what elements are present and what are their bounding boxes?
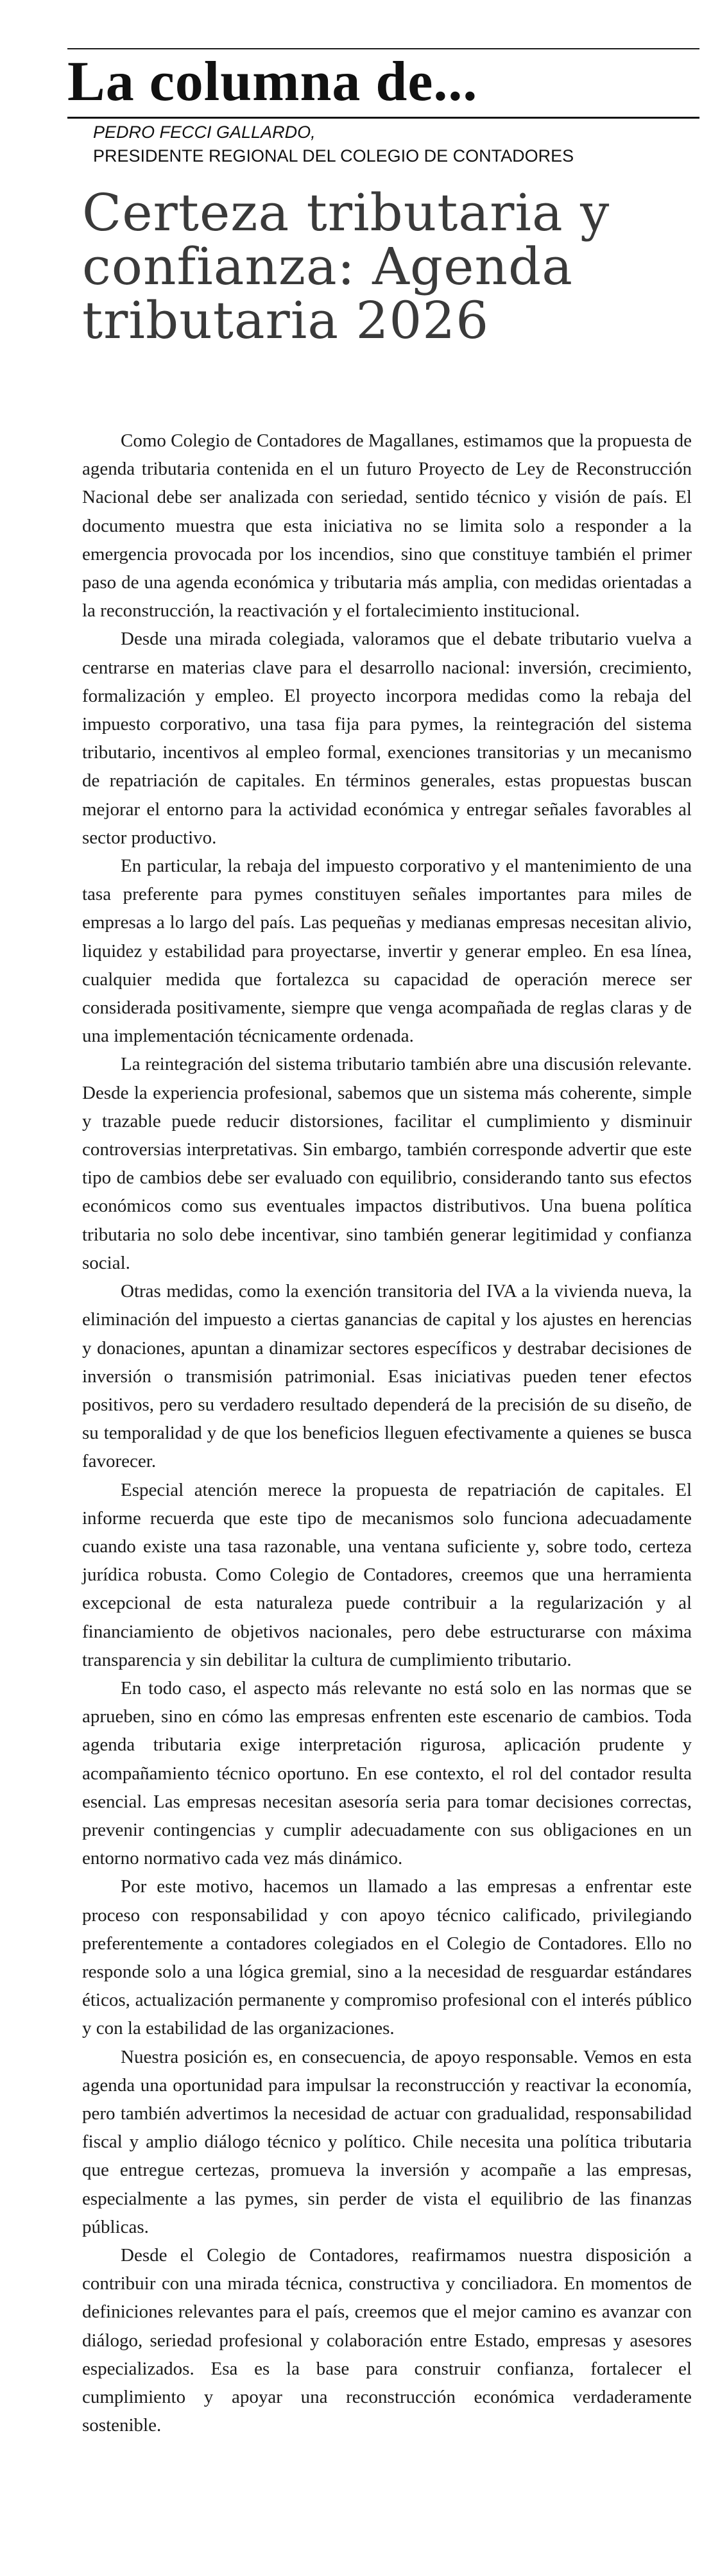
section-title: La columna de... — [67, 51, 478, 113]
author-name: PEDRO FECCI GALLARDO, — [93, 123, 316, 142]
header-rule — [67, 117, 699, 119]
article-paragraph: Desde el Colegio de Contadores, reafirmamos nuestra disposición a contribuir con una mirada técnica, constructiva y conciliadora. En momentos de definiciones relevantes para el país, creemos que el mejor camino es avanzar con diálogo, seriedad profesional y colaboración entre Estado, empresas y asesores especializados. Esa es la base para construir confianza, fortalecer el cumplimiento y apoyar una reconstrucción económica verdaderamente sostenible. — [82, 2245, 692, 2436]
top-rule — [67, 48, 699, 49]
article-paragraph: Como Colegio de Contadores de Magallanes, estimamos que la propuesta de agenda tributaria contenida en el un futuro Proyecto de Ley de Reconstrucción Nacional debe ser analizada con seriedad, sentido técnico y visión de país. El documento muestra que esta iniciativa no se limita solo a responder a la emergencia provocada por los incendios, sino que constituye también el primer paso de una agenda económica y tributaria más amplia, con medidas orientadas a la reconstrucción, la reactivación y el fortalecimiento institucional. — [82, 430, 692, 622]
author-role: PRESIDENTE REGIONAL DEL COLEGIO DE CONTADORES — [93, 146, 574, 165]
article-headline: Certeza tributaria y confianza: Agenda tributaria 2026 — [82, 183, 610, 350]
byline — [93, 121, 703, 168]
article-paragraph: Especial atención merece la propuesta de repatriación de capitales. El informe recuerda que este tipo de mecanismos solo funciona adecuadamente cuando existe una tasa razonable, una ventana suficiente y, sobre todo, certeza jurídica robusta. Como Colegio de Contadores, creemos que una herramienta excepcional de esta naturaleza puede contribuir a la regularización y al financiamiento de objetivos nacionales, pero debe estructurarse con máxima transparencia y sin debilitar la cultura de cumplimiento tributario. — [82, 1479, 692, 1670]
article-paragraph: Por este motivo, hacemos un llamado a las empresas a enfrentar este proceso con responsabilidad y con apoyo técnico calificado, privilegiando preferentemente a contadores colegiados en el Colegio de Contadores. Ello no responde solo a una lógica gremial, sino a la necesidad de resguardar estándares éticos, actualización permanente y compromiso profesional con el interés público y con la estabilidad de las organizaciones. — [82, 1876, 692, 2039]
article-body — [82, 427, 692, 2439]
article-paragraph: En todo caso, el aspecto más relevante no está solo en las normas que se aprueben, sino en cómo las empresas enfrenten este escenario de cambios. Toda agenda tributaria exige interpretación rigurosa, aplicación prudente y acompañamiento técnico oportuno. En ese contexto, el rol del contador resulta esencial. Las empresas necesitan asesoría seria para tomar decisiones correctas, prevenir contingencias y cumplir adecuadamente con sus obligaciones en un entorno normativo cada vez más dinámico. — [82, 1677, 692, 1869]
article-paragraph: En particular, la rebaja del impuesto corporativo y el mantenimiento de una tasa preferente para pymes constituyen señales importantes para miles de empresas a lo largo del país. Las pequeñas y medianas empresas necesitan alivio, liquidez y estabilidad para proyectarse, invertir y generar empleo. En esa línea, cualquier medida que fortalezca su capacidad de operación merece ser considerada positivamente, siempre que venga acompañada de reglas claras y de una implementación técnicamente ordenada. — [82, 856, 692, 1047]
article-paragraph: Nuestra posición es, en consecuencia, de apoyo responsable. Vemos en esta agenda una oportunidad para impulsar la reconstrucción y reactivar la economía, pero también advertimos la necesidad de actuar con gradualidad, responsabilidad fiscal y amplio diálogo técnico y político. Chile necesita una política tributaria que entregue certezas, promueva la inversión y acompañe a las empresas, especialmente a las pymes, sin perder de vista el equilibrio de las finanzas públicas. — [82, 2046, 692, 2237]
article-paragraph: Desde una mirada colegiada, valoramos que el debate tributario vuelva a centrarse en materias clave para el desarrollo nacional: inversión, crecimiento, formalización y empleo. El proyecto incorpora medidas como la rebaja del impuesto corporativo, una tasa fija para pymes, la reintegración del sistema tributario, incentivos al empleo formal, exenciones transitorias y un mecanismo de repatriación de capitales. En términos generales, estas propuestas buscan mejorar el entorno para la actividad económica y entregar señales favorables al sector productivo. — [82, 629, 692, 848]
article-paragraph: Otras medidas, como la exención transitoria del IVA a la vivienda nueva, la eliminación del impuesto a ciertas ganancias de capital y los ajustes en herencias y donaciones, apuntan a dinamizar sectores específicos y destrabar decisiones de inversión o transmisión patrimonial. Esas iniciativas pueden tener efectos positivos, pero su verdadero resultado dependerá de la precisión de su diseño, de su temporalidad y de que los beneficios lleguen efectivamente a quienes se busca favorecer. — [82, 1281, 692, 1472]
article-paragraph: La reintegración del sistema tributario también abre una discusión relevante. Desde la experiencia profesional, sabemos que un sistema más coherente, simple y trazable puede reducir distorsiones, facilitar el cumplimiento y disminuir controversias interpretativas. Sin embargo, también corresponde advertir que este tipo de cambios debe ser evaluado con equilibrio, considerando tanto sus efectos económicos como sus eventuales impactos distributivos. Una buena política tributaria no solo debe incentivar, sino también generar legitimidad y confianza social. — [82, 1054, 692, 1273]
